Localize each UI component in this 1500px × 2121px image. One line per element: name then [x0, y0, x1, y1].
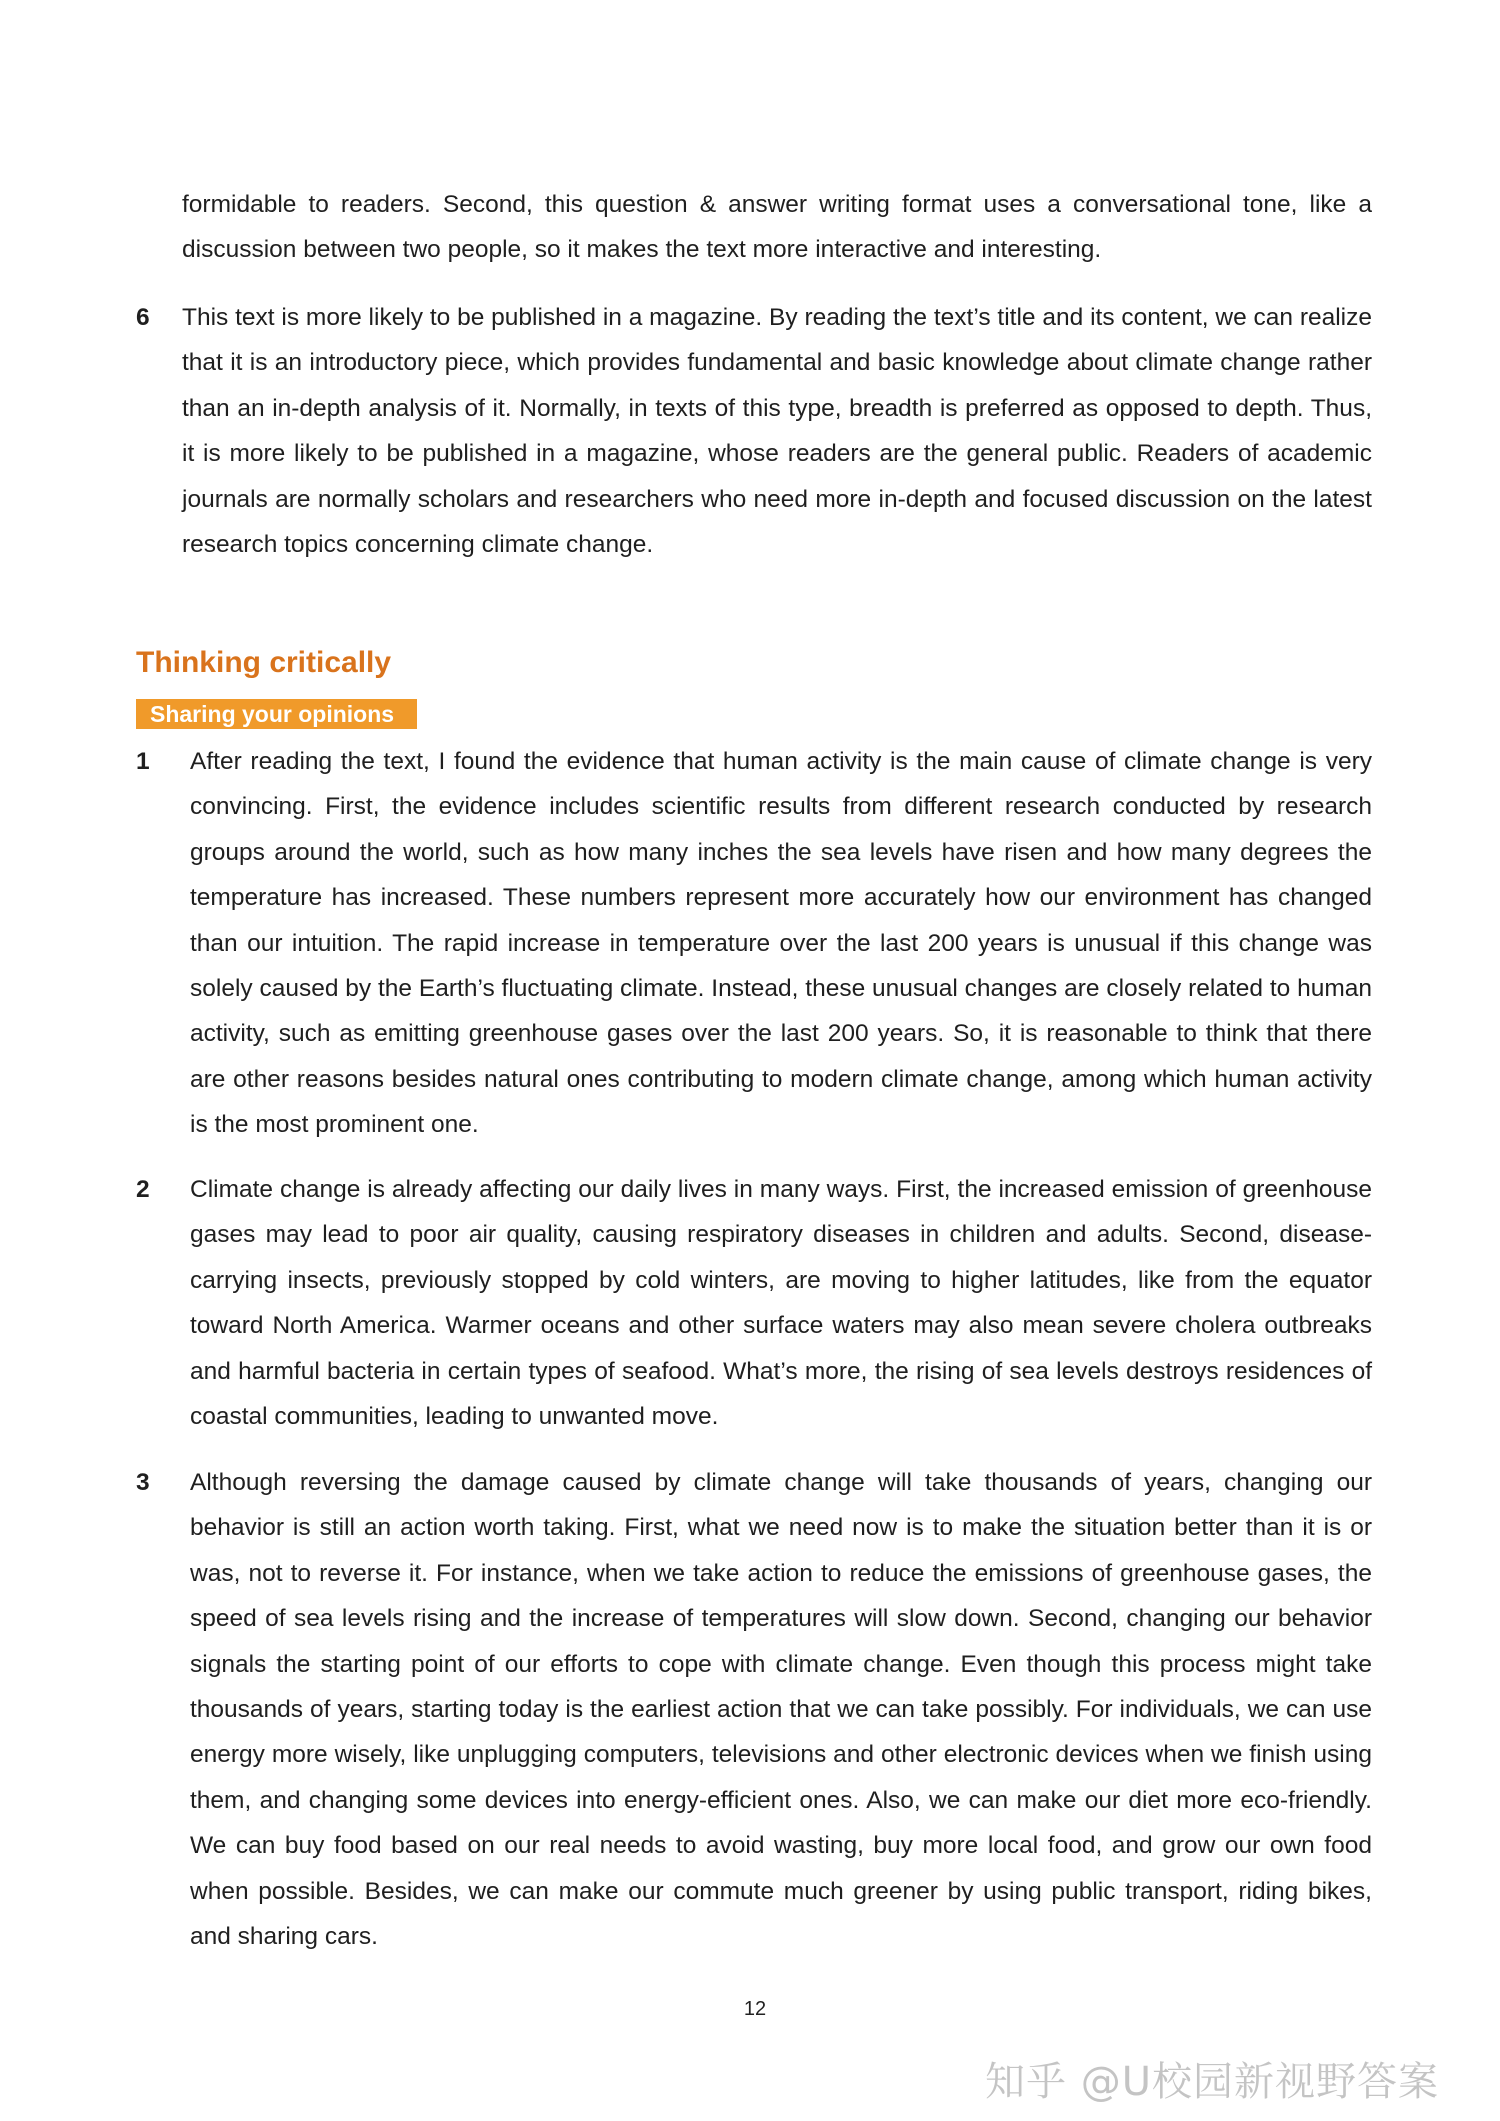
item-number: 2	[136, 1176, 150, 1203]
watermark: 知乎 @U校园新视野答案	[985, 2059, 1439, 2105]
item-number: 1	[136, 748, 150, 775]
item-text: After reading the text, I found the evidence that human activity is the main cause of climate change is very convincing. First, the evidence includes scientific results from different research conducted by research groups around the world, such as how many inches the sea levels have risen and how many degrees the temperature has increased. These numbers represent more accurately how our environment has changed than our intuition. The rapid increase in temperature over the last 200 years is unusual if this change was solely caused by the Earth’s fluctuating climate. Instead, these unusual changes are closely related to human activity, such as emitting greenhouse gases over the last 200 years. So, it is reasonable to think that there are other reasons besides natural ones contributing to modern climate change, among which human activity is the most prominent one.	[190, 748, 1372, 1139]
item-text: Climate change is already affecting our daily lives in many ways. First, the increased emission of greenhouse gases may lead to poor air quality, causing respiratory diseases in children and adults. Second, disease-carrying insects, previously stopped by cold winters, are moving to higher latitudes, like from the equator toward North America. Warmer oceans and other surface waters may also mean severe cholera outbreaks and harmful bacteria in certain types of seafood. What’s more, the rising of sea levels destroys residences of coastal communities, leading to unwanted move.	[190, 1176, 1372, 1431]
continuation-paragraph: formidable to readers. Second, this question & answer writing format uses a conversational tone, like a discussion between two people, so it makes the text more interactive and interesting.	[182, 191, 1372, 264]
item-number: 3	[136, 1469, 150, 1496]
section-title: Thinking critically	[136, 646, 392, 679]
page-number: 12	[743, 1998, 767, 2020]
section-subtitle-badge: Sharing your opinions	[136, 699, 417, 729]
item-number: 6	[136, 304, 150, 331]
item-text: This text is more likely to be published in a magazine. By reading the text’s title and its content, we can realize that it is an introductory piece, which provides fundamental and basic knowledge about climate change rather than an in-depth analysis of it. Normally, in texts of this type, breadth is preferred as opposed to depth. Thus, it is more likely to be published in a magazine, whose readers are the general public. Readers of academic journals are normally scholars and researchers who need more in-depth and focused discussion on the latest research topics concerning climate change.	[182, 304, 1372, 559]
item-text: Although reversing the damage caused by climate change will take thousands of years, changing our behavior is still an action worth taking. First, what we need now is to make the situation better than it is or was, not to reverse it. For instance, when we take action to reduce the emissions of greenhouse gases, the speed of sea levels rising and the increase of temperatures will slow down. Second, changing our behavior signals the starting point of our efforts to cope with climate change. Even though this process might take thousands of years, starting today is the earliest action that we can take possibly. For individuals, we can use energy more wisely, like unplugging computers, televisions and other electronic devices when we finish using them, and changing some devices into energy-efficient ones. Also, we can make our diet more eco-friendly. We can buy food based on our real needs to avoid wasting, buy more local food, and grow our own food when possible. Besides, we can make our commute much greener by using public transport, riding bikes, and sharing cars.	[190, 1469, 1372, 1951]
